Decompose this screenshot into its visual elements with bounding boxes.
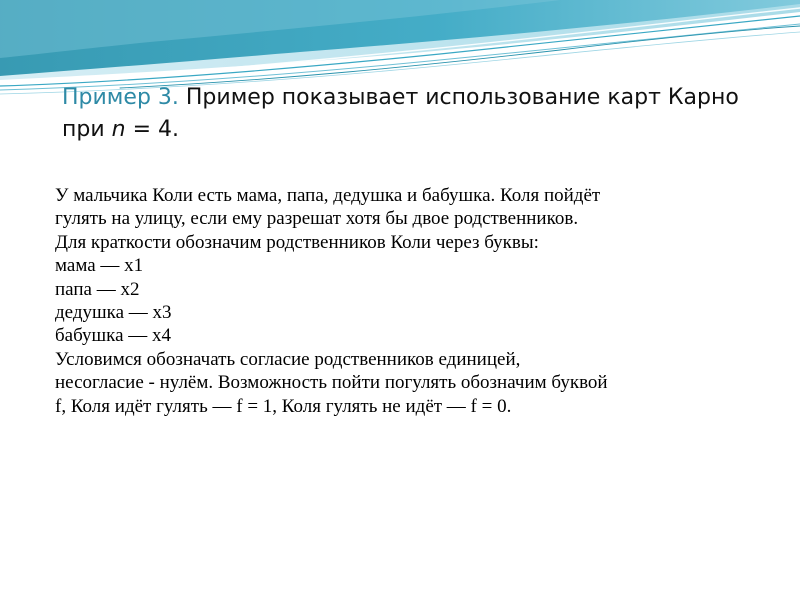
variable-definition-grandma: бабушка — x4 [55, 325, 172, 347]
title-variable: n [111, 117, 126, 142]
problem-statement [55, 184, 765, 418]
variable-definition-dad: папа — x2 [55, 278, 140, 300]
title-text-end: = 4. [125, 117, 180, 142]
variable-definition-grandpa: дедушка — x3 [55, 302, 172, 324]
title-text: Пример показывает использование карт Карно при [62, 85, 739, 142]
text-line: Для краткости обозначим родственников Коли через буквы: [55, 231, 539, 253]
variable-definition-mom: мама — x1 [55, 255, 144, 277]
text-line: гулять на улицу, если ему разрешат хотя бы двое родственников. [55, 208, 579, 230]
text-line: У мальчика Коли есть мама, папа, дедушка и бабушка. Коля пойдёт [55, 185, 601, 206]
slide-title [62, 82, 752, 146]
example-label: Пример 3. [62, 85, 179, 110]
text-line: f, Коля идёт гулять — f = 1, Коля гулять не идёт — f = 0. [55, 395, 512, 417]
text-line: Условимся обозначать согласие родственников единицей, [55, 348, 521, 370]
text-line: несогласие - нулём. Возможность пойти погулять обозначим буквой [55, 372, 608, 394]
